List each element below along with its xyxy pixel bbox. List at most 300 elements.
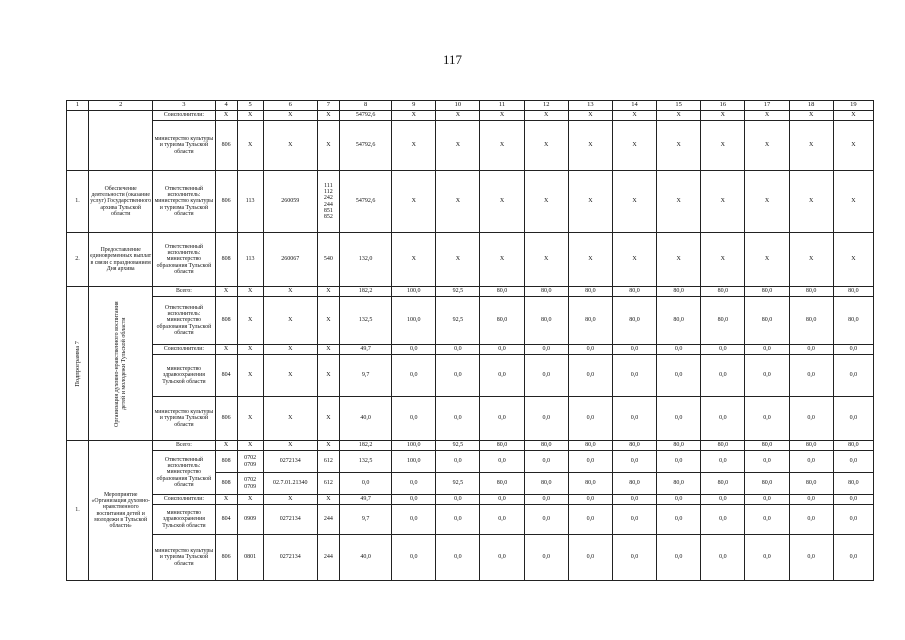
year-value-cell: 0,0 xyxy=(568,397,612,441)
header-row xyxy=(67,101,874,111)
year-value-cell: 0,0 xyxy=(392,495,436,505)
table-row xyxy=(67,355,874,397)
table-row xyxy=(67,345,874,355)
year-value-cell: 0,0 xyxy=(568,451,612,473)
num-cell: 1. xyxy=(67,441,89,581)
year-value-cell: 80,0 xyxy=(568,297,612,345)
code-csr: 0272134 xyxy=(263,505,317,535)
year-value-cell: 0,0 xyxy=(745,505,789,535)
year-value-cell: 80,0 xyxy=(480,297,524,345)
code-grbs: 808 xyxy=(215,233,237,287)
code-vr: X xyxy=(317,111,339,121)
year-value-cell: 80,0 xyxy=(745,441,789,451)
executor-label: Ответственный исполнитель: министерство культуры и туризма Тульской области xyxy=(153,171,215,233)
code-rzpr-list xyxy=(237,451,263,473)
year-value-cell: 100,0 xyxy=(392,287,436,297)
year-value-cell: 0,0 xyxy=(657,345,701,355)
year-value-cell: X xyxy=(701,171,745,233)
year-value-cell: 80,0 xyxy=(833,441,873,451)
year-value-cell: 0,0 xyxy=(568,505,612,535)
code-vr: X xyxy=(317,345,339,355)
year-value-cell: 0,0 xyxy=(436,451,480,473)
year-value-cell: X xyxy=(701,233,745,287)
year-value-cell: X xyxy=(745,111,789,121)
table-row xyxy=(67,297,874,345)
year-value-cell: X xyxy=(745,121,789,171)
code-rzpr: X xyxy=(237,287,263,297)
column-number: 14 xyxy=(612,101,656,111)
table-row xyxy=(67,121,874,171)
total-cell: 40,0 xyxy=(339,397,391,441)
total-cell: 132,5 xyxy=(339,451,391,473)
year-value-cell: 0,0 xyxy=(392,535,436,581)
table-row xyxy=(67,287,874,297)
code-csr: 260059 xyxy=(263,171,317,233)
total-cell: 0,0 xyxy=(339,473,391,495)
year-value-cell: 0,0 xyxy=(612,451,656,473)
executor-label: министерство здравоохранения Тульской области xyxy=(153,355,215,397)
total-cell: 182,2 xyxy=(339,287,391,297)
code-vr: X xyxy=(317,495,339,505)
year-value-cell: X xyxy=(436,111,480,121)
executor-label: Соисполнители: xyxy=(153,345,215,355)
year-value-cell: 0,0 xyxy=(612,505,656,535)
code-grbs: 808 xyxy=(215,473,237,495)
year-value-cell: X xyxy=(392,121,436,171)
year-value-cell: X xyxy=(480,111,524,121)
code-rzpr: 113 xyxy=(237,233,263,287)
subprogram-name: Организация духовно-нравственного воспитания детей и молодежи Тульской области xyxy=(113,300,127,427)
code-grbs: 804 xyxy=(215,505,237,535)
code-vr: X xyxy=(317,287,339,297)
executor-label: Ответственный исполнитель: министерство образования Тульской области xyxy=(153,297,215,345)
year-value-cell: X xyxy=(833,111,873,121)
executor-label: Ответственный исполнитель: министерство образования Тульской области xyxy=(153,233,215,287)
year-value-cell: X xyxy=(480,121,524,171)
table-row xyxy=(67,397,874,441)
code-vr: 852 xyxy=(323,214,333,221)
year-value-cell: 80,0 xyxy=(745,287,789,297)
year-value-cell: 0,0 xyxy=(701,345,745,355)
year-value-cell: 0,0 xyxy=(833,495,873,505)
code-grbs: X xyxy=(215,441,237,451)
year-value-cell: 0,0 xyxy=(480,505,524,535)
year-value-cell: 0,0 xyxy=(392,473,436,495)
year-value-cell: 0,0 xyxy=(745,355,789,397)
column-number: 19 xyxy=(833,101,873,111)
year-value-cell: X xyxy=(789,233,833,287)
code-rzpr: X xyxy=(237,495,263,505)
name-cell: Мероприятие «Организация духовно-нравственного воспитания детей и молодежи в Тульской области» xyxy=(89,441,153,581)
year-value-cell: X xyxy=(524,111,568,121)
column-number: 15 xyxy=(657,101,701,111)
year-value-cell: 80,0 xyxy=(833,297,873,345)
code-grbs: X xyxy=(215,287,237,297)
year-value-cell: 0,0 xyxy=(612,397,656,441)
num-cell: 2. xyxy=(67,233,89,287)
year-value-cell: 80,0 xyxy=(789,441,833,451)
year-value-cell: 0,0 xyxy=(701,535,745,581)
year-value-cell: X xyxy=(833,121,873,171)
year-value-cell: 0,0 xyxy=(657,451,701,473)
year-value-cell: X xyxy=(745,233,789,287)
year-value-cell: 80,0 xyxy=(524,441,568,451)
year-value-cell: X xyxy=(524,121,568,171)
column-number: 18 xyxy=(789,101,833,111)
code-csr: 0272134 xyxy=(263,535,317,581)
year-value-cell: 0,0 xyxy=(524,495,568,505)
year-value-cell: 80,0 xyxy=(833,287,873,297)
code-vr: 111 xyxy=(324,182,333,189)
year-value-cell: 0,0 xyxy=(701,451,745,473)
year-value-cell: 0,0 xyxy=(392,397,436,441)
page-number: 117 xyxy=(442,52,463,67)
total-cell: 182,2 xyxy=(339,441,391,451)
year-value-cell: 0,0 xyxy=(524,505,568,535)
table-row xyxy=(67,451,874,473)
year-value-cell: 80,0 xyxy=(568,287,612,297)
year-value-cell: 80,0 xyxy=(480,287,524,297)
year-value-cell: 0,0 xyxy=(657,397,701,441)
year-value-cell: 80,0 xyxy=(568,441,612,451)
year-value-cell: 0,0 xyxy=(480,535,524,581)
year-value-cell: 80,0 xyxy=(612,473,656,495)
year-value-cell: X xyxy=(612,233,656,287)
year-value-cell: 100,0 xyxy=(392,297,436,345)
year-value-cell: 92,5 xyxy=(436,473,480,495)
code-vr: 612 xyxy=(317,451,339,473)
code-rzpr: X xyxy=(237,297,263,345)
code-rzpr: X xyxy=(237,355,263,397)
code-vr: 244 xyxy=(317,505,339,535)
executor-label: Ответственный исполнитель: министерство образования Тульской области xyxy=(153,451,215,495)
year-value-cell: 0,0 xyxy=(789,495,833,505)
code-csr: 02.7.01.21340 xyxy=(263,473,317,495)
year-value-cell: 0,0 xyxy=(745,345,789,355)
year-value-cell: 0,0 xyxy=(568,495,612,505)
code-grbs: 806 xyxy=(215,171,237,233)
year-value-cell: 100,0 xyxy=(392,441,436,451)
year-value-cell: 0,0 xyxy=(833,345,873,355)
code-grbs: 806 xyxy=(215,535,237,581)
year-value-cell: X xyxy=(657,111,701,121)
year-value-cell: 0,0 xyxy=(524,451,568,473)
executor-label: Всего: xyxy=(153,441,215,451)
total-cell: 54792,6 xyxy=(339,111,391,121)
year-value-cell: 0,0 xyxy=(524,535,568,581)
executor-label: Всего: xyxy=(153,287,215,297)
year-value-cell: 80,0 xyxy=(480,473,524,495)
year-value-cell: 0,0 xyxy=(568,355,612,397)
num-cell: 1. xyxy=(67,171,89,233)
year-value-cell: 0,0 xyxy=(745,495,789,505)
year-value-cell: 80,0 xyxy=(612,297,656,345)
column-number: 9 xyxy=(392,101,436,111)
code-rzpr: X xyxy=(237,345,263,355)
year-value-cell: 0,0 xyxy=(745,535,789,581)
year-value-cell: 80,0 xyxy=(568,473,612,495)
year-value-cell: X xyxy=(568,171,612,233)
table-row xyxy=(67,441,874,451)
year-value-cell: X xyxy=(436,171,480,233)
code-rzpr: 0709 xyxy=(244,483,257,490)
year-value-cell: 0,0 xyxy=(480,397,524,441)
executor-label: министерство культуры и туризма Тульской области xyxy=(153,397,215,441)
year-value-cell: 0,0 xyxy=(833,505,873,535)
year-value-cell: X xyxy=(789,111,833,121)
year-value-cell: 0,0 xyxy=(657,505,701,535)
year-value-cell: 0,0 xyxy=(480,345,524,355)
code-vr: 244 xyxy=(323,201,333,208)
year-value-cell: 80,0 xyxy=(701,473,745,495)
column-number: 17 xyxy=(745,101,789,111)
subprogram-label: Подпрограмма 7 xyxy=(73,340,81,387)
year-value-cell: X xyxy=(833,233,873,287)
year-value-cell: X xyxy=(392,233,436,287)
year-value-cell: 80,0 xyxy=(789,287,833,297)
year-value-cell: 0,0 xyxy=(657,355,701,397)
name-cell: Предоставление единовременных выплат в связи с празднованием Дня архива xyxy=(89,233,153,287)
column-number: 6 xyxy=(263,101,317,111)
year-value-cell: 80,0 xyxy=(657,297,701,345)
year-value-cell: 80,0 xyxy=(524,287,568,297)
year-value-cell: 80,0 xyxy=(701,441,745,451)
year-value-cell: X xyxy=(612,111,656,121)
code-grbs: X xyxy=(215,345,237,355)
year-value-cell: X xyxy=(392,171,436,233)
code-vr: 612 xyxy=(317,473,339,495)
table-row xyxy=(67,171,874,233)
code-vr: 851 xyxy=(323,207,333,214)
year-value-cell: 0,0 xyxy=(480,355,524,397)
name-cell: Обеспечение деятельности (оказание услуг) Государственного архива Тульской области xyxy=(89,171,153,233)
code-grbs: 806 xyxy=(215,397,237,441)
year-value-cell: 0,0 xyxy=(745,451,789,473)
year-value-cell: 0,0 xyxy=(833,355,873,397)
code-rzpr: 0801 xyxy=(237,535,263,581)
column-number: 16 xyxy=(701,101,745,111)
year-value-cell: 0,0 xyxy=(789,505,833,535)
code-vr: X xyxy=(317,441,339,451)
year-value-cell: 0,0 xyxy=(657,495,701,505)
total-cell: 54792,6 xyxy=(339,171,391,233)
year-value-cell: 0,0 xyxy=(436,505,480,535)
year-value-cell: X xyxy=(701,111,745,121)
total-cell: 9,7 xyxy=(339,355,391,397)
code-grbs: X xyxy=(215,495,237,505)
year-value-cell: 0,0 xyxy=(568,535,612,581)
year-value-cell: 0,0 xyxy=(392,345,436,355)
year-value-cell: 0,0 xyxy=(657,535,701,581)
year-value-cell: X xyxy=(436,121,480,171)
code-rzpr: 0702 xyxy=(244,455,257,462)
executor-label: Соисполнители: xyxy=(153,495,215,505)
year-value-cell: 0,0 xyxy=(480,495,524,505)
code-grbs: 808 xyxy=(215,297,237,345)
year-value-cell: 80,0 xyxy=(833,473,873,495)
year-value-cell: 80,0 xyxy=(789,297,833,345)
code-csr: 0272134 xyxy=(263,451,317,473)
code-vr: X xyxy=(317,355,339,397)
year-value-cell: 80,0 xyxy=(524,297,568,345)
year-value-cell: 0,0 xyxy=(701,355,745,397)
year-value-cell: X xyxy=(657,233,701,287)
code-vr: 244 xyxy=(317,535,339,581)
year-value-cell: 0,0 xyxy=(612,345,656,355)
table-row xyxy=(67,535,874,581)
code-grbs: X xyxy=(215,111,237,121)
year-value-cell: X xyxy=(701,121,745,171)
year-value-cell: 0,0 xyxy=(568,345,612,355)
code-rzpr: X xyxy=(237,111,263,121)
year-value-cell: 80,0 xyxy=(701,287,745,297)
code-csr: X xyxy=(263,287,317,297)
year-value-cell: 0,0 xyxy=(833,451,873,473)
column-number: 7 xyxy=(317,101,339,111)
column-number: 2 xyxy=(89,101,153,111)
budget-table xyxy=(66,100,874,581)
budget-table-sheet xyxy=(66,100,874,581)
year-value-cell: 92,5 xyxy=(436,297,480,345)
year-value-cell: X xyxy=(568,121,612,171)
year-value-cell: 80,0 xyxy=(612,287,656,297)
executor-label: министерство культуры и туризма Тульской области xyxy=(153,121,215,171)
total-cell: 132,5 xyxy=(339,297,391,345)
year-value-cell: X xyxy=(568,111,612,121)
code-csr: X xyxy=(263,441,317,451)
year-value-cell: 80,0 xyxy=(701,297,745,345)
executor-label: Соисполнители: xyxy=(153,111,215,121)
year-value-cell: 0,0 xyxy=(789,345,833,355)
code-csr: X xyxy=(263,111,317,121)
year-value-cell: 0,0 xyxy=(789,355,833,397)
code-vr: 242 xyxy=(323,195,333,202)
year-value-cell: X xyxy=(745,171,789,233)
year-value-cell: X xyxy=(480,171,524,233)
code-vr: X xyxy=(317,397,339,441)
year-value-cell: 0,0 xyxy=(524,345,568,355)
column-number: 13 xyxy=(568,101,612,111)
code-csr: X xyxy=(263,397,317,441)
code-csr: X xyxy=(263,355,317,397)
year-value-cell: 0,0 xyxy=(789,451,833,473)
year-value-cell: 0,0 xyxy=(701,495,745,505)
code-vr-list xyxy=(317,171,339,233)
column-number: 4 xyxy=(215,101,237,111)
executor-label: министерство культуры и туризма Тульской области xyxy=(153,535,215,581)
year-value-cell: 0,0 xyxy=(524,355,568,397)
total-cell: 40,0 xyxy=(339,535,391,581)
code-rzpr: X xyxy=(237,441,263,451)
code-rzpr: 113 xyxy=(237,171,263,233)
year-value-cell: 0,0 xyxy=(612,495,656,505)
column-number: 12 xyxy=(524,101,568,111)
code-grbs: 806 xyxy=(215,121,237,171)
year-value-cell: X xyxy=(657,171,701,233)
year-value-cell: X xyxy=(480,233,524,287)
year-value-cell: X xyxy=(524,171,568,233)
name-cell xyxy=(89,111,153,171)
year-value-cell: 0,0 xyxy=(436,345,480,355)
column-number: 11 xyxy=(480,101,524,111)
num-cell xyxy=(67,111,89,171)
code-grbs: 808 xyxy=(215,451,237,473)
year-value-cell: 80,0 xyxy=(524,473,568,495)
year-value-cell: 0,0 xyxy=(612,355,656,397)
table-row xyxy=(67,495,874,505)
code-csr: 260067 xyxy=(263,233,317,287)
table-row xyxy=(67,505,874,535)
year-value-cell: 0,0 xyxy=(392,505,436,535)
code-rzpr-list xyxy=(237,473,263,495)
year-value-cell: X xyxy=(657,121,701,171)
year-value-cell: 80,0 xyxy=(745,297,789,345)
year-value-cell: 0,0 xyxy=(833,535,873,581)
year-value-cell: X xyxy=(612,171,656,233)
code-csr: X xyxy=(263,121,317,171)
year-value-cell: 92,5 xyxy=(436,441,480,451)
total-cell: 132,0 xyxy=(339,233,391,287)
year-value-cell: 0,0 xyxy=(480,451,524,473)
year-value-cell: X xyxy=(789,121,833,171)
code-rzpr: 0709 xyxy=(244,461,257,468)
year-value-cell: 0,0 xyxy=(436,397,480,441)
table-row xyxy=(67,233,874,287)
year-value-cell: 80,0 xyxy=(612,441,656,451)
year-value-cell: 80,0 xyxy=(789,473,833,495)
executor-label: министерство здравоохранения Тульской области xyxy=(153,505,215,535)
year-value-cell: X xyxy=(436,233,480,287)
column-number: 5 xyxy=(237,101,263,111)
code-rzpr: X xyxy=(237,397,263,441)
year-value-cell: X xyxy=(392,111,436,121)
code-csr: X xyxy=(263,495,317,505)
subprogram-cell xyxy=(67,287,89,441)
code-vr: X xyxy=(317,121,339,171)
year-value-cell: 80,0 xyxy=(745,473,789,495)
column-number: 10 xyxy=(436,101,480,111)
year-value-cell: 0,0 xyxy=(789,397,833,441)
total-cell: 9,7 xyxy=(339,505,391,535)
year-value-cell: X xyxy=(568,233,612,287)
year-value-cell: 0,0 xyxy=(436,355,480,397)
year-value-cell: 80,0 xyxy=(657,473,701,495)
year-value-cell: 0,0 xyxy=(745,397,789,441)
year-value-cell: 80,0 xyxy=(480,441,524,451)
year-value-cell: 0,0 xyxy=(392,355,436,397)
year-value-cell: 0,0 xyxy=(833,397,873,441)
code-grbs: 804 xyxy=(215,355,237,397)
subprogram-name-cell xyxy=(89,287,153,441)
code-rzpr: 0702 xyxy=(244,477,257,484)
column-number: 1 xyxy=(67,101,89,111)
table-row xyxy=(67,111,874,121)
total-cell: 49,7 xyxy=(339,495,391,505)
total-cell: 49,7 xyxy=(339,345,391,355)
year-value-cell: X xyxy=(524,233,568,287)
year-value-cell: 0,0 xyxy=(436,495,480,505)
total-cell: 54792,6 xyxy=(339,121,391,171)
year-value-cell: X xyxy=(789,171,833,233)
code-csr: X xyxy=(263,297,317,345)
year-value-cell: X xyxy=(833,171,873,233)
code-rzpr: X xyxy=(237,121,263,171)
column-number: 3 xyxy=(153,101,215,111)
year-value-cell: X xyxy=(612,121,656,171)
year-value-cell: 0,0 xyxy=(524,397,568,441)
year-value-cell: 0,0 xyxy=(436,535,480,581)
column-number: 8 xyxy=(339,101,391,111)
